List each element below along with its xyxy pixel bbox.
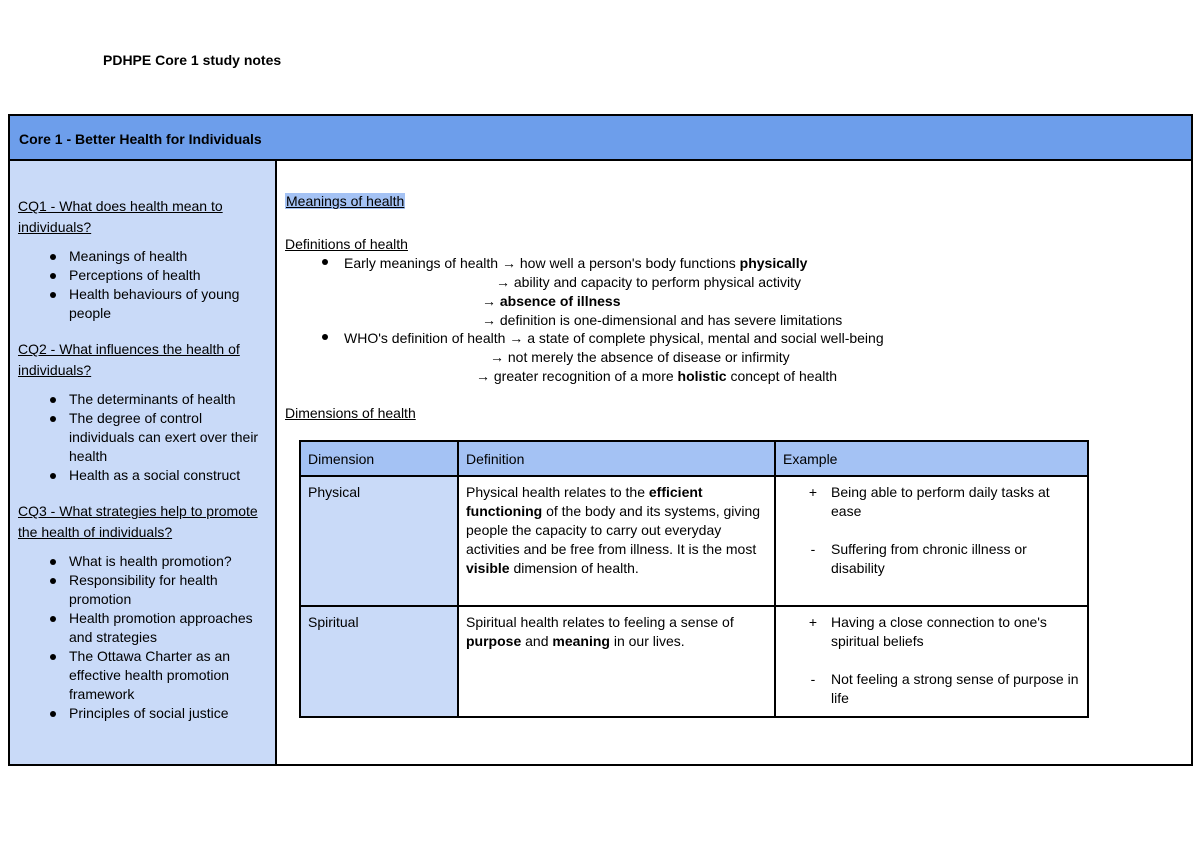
list-item: Health as a social construct xyxy=(50,466,269,485)
who-definition-line-3: → greater recognition of a more holistic concept of health xyxy=(476,368,838,384)
plus-icon: + xyxy=(808,484,818,500)
dimensions-heading: Dimensions of health xyxy=(285,405,416,421)
notes-table xyxy=(8,114,1193,766)
definitions-heading: Definitions of health xyxy=(285,236,408,252)
list-item: What is health promotion? xyxy=(50,552,269,571)
positive-example: + Being able to perform daily tasks at ease xyxy=(808,484,1050,519)
bullet-icon xyxy=(50,473,56,479)
header-definition: Definition xyxy=(458,441,775,476)
header-example: Example xyxy=(775,441,1088,476)
dimension-spiritual: Spiritual xyxy=(300,606,458,717)
bullet-icon xyxy=(50,711,56,717)
bullet-icon xyxy=(50,559,56,565)
meanings-heading: Meanings of health xyxy=(286,193,405,209)
negative-example: - Suffering from chronic illness or disability xyxy=(783,540,1080,578)
section-title: Core 1 - Better Health for Individuals xyxy=(19,131,262,147)
table-row xyxy=(300,476,1088,606)
bullet-icon xyxy=(50,616,56,622)
list-item: Responsibility for health promotion xyxy=(50,571,269,609)
bullet-icon xyxy=(50,292,56,298)
bullet-icon xyxy=(50,416,56,422)
section-header xyxy=(10,116,1191,161)
early-meanings-line-2: → ability and capacity to perform physical activity xyxy=(496,274,802,290)
cq3-heading: CQ3 - What strategies help to promote the health of individuals? xyxy=(18,503,258,540)
dimensions-table xyxy=(299,440,1089,718)
example-physical xyxy=(775,476,1088,606)
definition-physical: Physical health relates to the efficient functioning of the body and its systems, giving people the capacity to carry out everyday activities and be free from illness. It is the most visible dimension of health. xyxy=(458,476,775,606)
minus-icon: - xyxy=(810,671,816,687)
list-item: Health behaviours of young people xyxy=(50,285,269,323)
who-definition-line-2: → not merely the absence of disease or infirmity xyxy=(490,349,790,365)
cq1-block xyxy=(18,196,269,323)
sidebar-content-questions xyxy=(10,161,277,764)
list-item: The Ottawa Charter as an effective health promotion framework xyxy=(50,647,269,704)
bullet-icon xyxy=(50,273,56,279)
definition-spiritual: Spiritual health relates to feeling a sense of purpose and meaning in our lives. xyxy=(458,606,775,717)
who-definition-line: WHO's definition of health → a state of complete physical, mental and social well-being xyxy=(344,330,884,346)
bullet-icon xyxy=(50,254,56,260)
minus-icon: - xyxy=(810,541,816,557)
list-item: Meanings of health xyxy=(50,247,269,266)
cq2-list xyxy=(18,390,269,485)
early-meanings-line: Early meanings of health → how well a person's body functions physically xyxy=(344,255,808,271)
table-header-row xyxy=(300,441,1088,476)
early-meanings-line-4: → definition is one-dimensional and has severe limitations xyxy=(482,312,843,328)
bullet-icon xyxy=(322,334,328,340)
cq2-heading: CQ2 - What influences the health of individuals? xyxy=(18,341,240,378)
main-content xyxy=(277,161,1191,764)
bullet-icon xyxy=(50,578,56,584)
plus-icon: + xyxy=(808,614,818,630)
bullet-icon xyxy=(50,654,56,660)
list-item: The determinants of health xyxy=(50,390,269,409)
bullet-icon xyxy=(322,259,328,265)
header-dimension: Dimension xyxy=(300,441,458,476)
cq3-list xyxy=(18,552,269,723)
list-item: The degree of control individuals can exert over their health xyxy=(50,409,269,466)
cq1-list xyxy=(18,247,269,323)
cq3-block xyxy=(18,501,269,723)
table-row xyxy=(300,606,1088,717)
cq2-block xyxy=(18,339,269,485)
cq1-heading: CQ1 - What does health mean to individuals? xyxy=(18,198,223,235)
document-title: PDHPE Core 1 study notes xyxy=(103,52,282,68)
example-spiritual xyxy=(775,606,1088,717)
list-item: Health promotion approaches and strategies xyxy=(50,609,269,647)
positive-example: + Having a close connection to one's spiritual beliefs xyxy=(808,614,1047,649)
list-item: Perceptions of health xyxy=(50,266,269,285)
list-item: Principles of social justice xyxy=(50,704,269,723)
dimension-physical: Physical xyxy=(300,476,458,606)
bullet-icon xyxy=(50,397,56,403)
negative-example: - Not feeling a strong sense of purpose in life xyxy=(783,670,1080,708)
early-meanings-line-3: → absence of illness xyxy=(482,293,621,309)
